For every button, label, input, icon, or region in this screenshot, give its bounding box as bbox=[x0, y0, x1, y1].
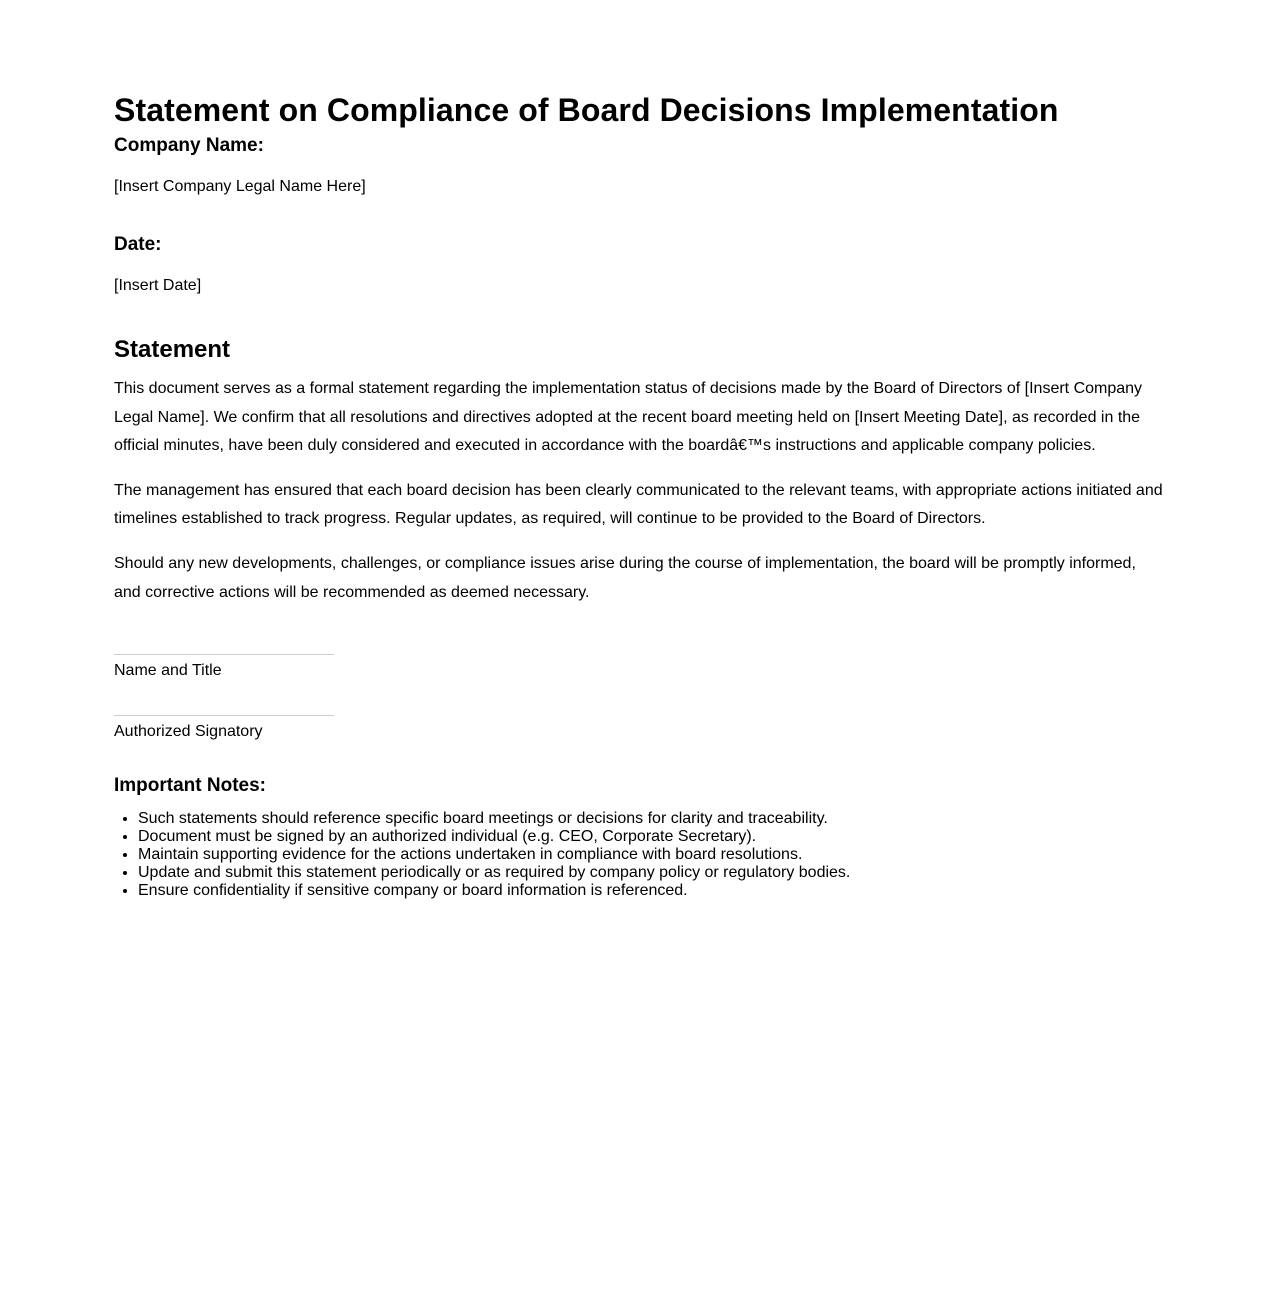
statement-heading: Statement bbox=[114, 336, 231, 363]
authorized-signatory-label: Authorized Signatory bbox=[114, 723, 263, 741]
date-label: Date: bbox=[114, 234, 162, 255]
list-item: • Document must be signed by an authorized individual (e.g. CEO, Corporate Secretary). bbox=[138, 828, 1164, 846]
list-item: • Such statements should reference specific board meetings or decisions for clarity and traceability. bbox=[138, 810, 1164, 828]
company-name-label: Company Name: bbox=[114, 135, 264, 156]
signature-block bbox=[114, 654, 1164, 742]
list-item: • Maintain supporting evidence for the actions undertaken in compliance with board resolutions. bbox=[138, 846, 1164, 864]
important-notes-heading: Important Notes: bbox=[114, 775, 266, 797]
statement-paragraph-3: Should any new developments, challenges, or compliance issues arise during the course of implementation, the board will be promptly informed, and corrective actions will be recommended as deemed necessary. bbox=[114, 554, 1136, 601]
name-and-title-label: Name and Title bbox=[114, 662, 222, 680]
statement-paragraph-1: This document serves as a formal statement regarding the implementation status of decisions made by the Board of Directors of [Insert Company Legal Name]. We confirm that all resolutions and directives adopted at the recent board meeting held on [Insert Meeting Date], as recorded in the official minutes, have been duly considered and executed in accordance with the boardâ€™s instructions and applicable company policies. bbox=[114, 380, 1143, 455]
document-title: Statement on Compliance of Board Decisions Implementation bbox=[114, 92, 1059, 128]
signature-line-name bbox=[114, 654, 334, 655]
important-notes-list bbox=[114, 810, 1164, 900]
date-value: [Insert Date] bbox=[114, 277, 202, 294]
statement-paragraph-2: The management has ensured that each board decision has been clearly communicated to the relevant teams, with appropriate actions initiated and timelines established to track progress. Regular updates, as required, will continue to be provided to the Board of Directors. bbox=[114, 481, 1163, 528]
list-item: • Ensure confidentiality if sensitive company or board information is referenced. bbox=[138, 882, 1164, 900]
company-name-value: [Insert Company Legal Name Here] bbox=[114, 178, 366, 195]
signature-line-signatory bbox=[114, 715, 334, 716]
list-item: • Update and submit this statement periodically or as required by company policy or regulatory bodies. bbox=[138, 864, 1164, 882]
